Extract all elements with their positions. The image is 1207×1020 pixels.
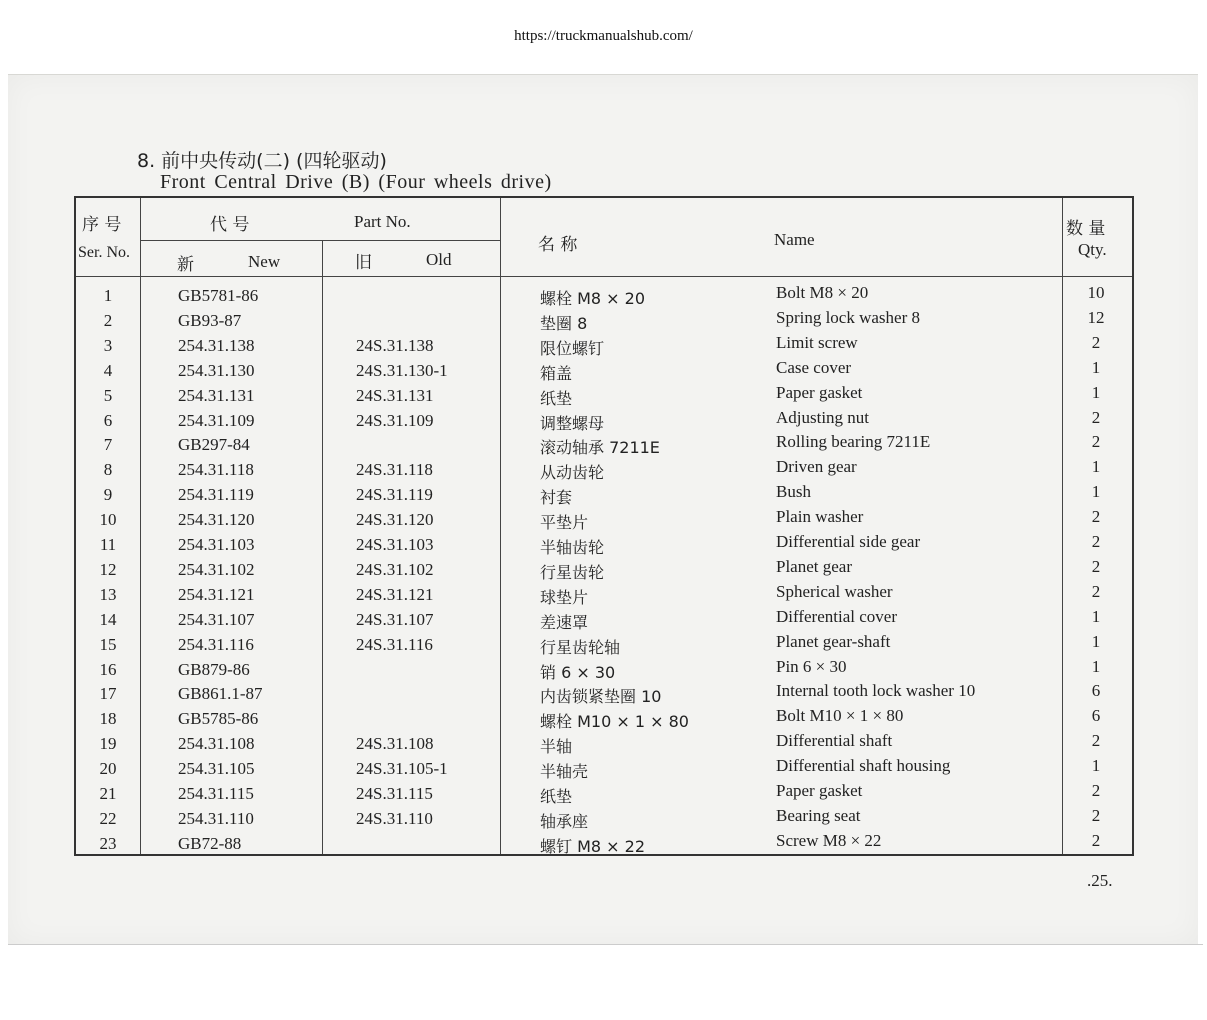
cell-part-new: 254.31.102 (178, 559, 255, 579)
cell-part-old: 24S.31.131 (356, 385, 434, 405)
cell-qty: 10 (1087, 283, 1105, 302)
cell-ser: 5 (103, 385, 113, 405)
cell-name-cn: 半轴齿轮 (540, 538, 605, 557)
cell-qty: 1 (1091, 656, 1101, 676)
header-name-cn: 名 称 (538, 235, 578, 255)
header-name-en: Name (774, 230, 815, 249)
cell-ser: 21 (99, 784, 117, 803)
cell-name-cn: 纸垫 (540, 388, 573, 408)
cell-name-en: Plain washer (776, 507, 864, 527)
cell-part-new: 254.31.105 (178, 759, 255, 779)
cell-ser: 16 (99, 659, 117, 679)
cell-part-new: 254.31.116 (178, 634, 254, 654)
cell-part-new: GB5781-86 (178, 286, 259, 305)
cell-name-cn: 球垫片 (540, 587, 589, 607)
cell-ser: 17 (99, 684, 117, 704)
col-divider (140, 198, 141, 854)
cell-name-cn: 半轴 (540, 737, 573, 757)
cell-qty: 2 (1091, 556, 1101, 576)
cell-name-cn: 螺栓 M8 × 20 (540, 289, 646, 308)
cell-name-en: Spherical washer (776, 581, 893, 601)
header-ser-en: Ser. No. (78, 244, 130, 261)
header-sub-divider (140, 240, 500, 241)
header-old-cn: 旧 (355, 253, 372, 273)
cell-part-old: 24S.31.118 (356, 460, 433, 480)
cell-part-new: 254.31.118 (178, 460, 254, 480)
cell-part-new: GB5785-86 (178, 709, 259, 729)
cell-part-new: 254.31.115 (178, 784, 254, 803)
cell-name-cn: 从动齿轮 (540, 463, 605, 483)
cell-name-en: Bush (776, 482, 811, 502)
cell-qty: 6 (1091, 681, 1101, 701)
cell-name-en: Bearing seat (776, 805, 861, 825)
cell-ser: 6 (103, 410, 113, 430)
cell-ser: 13 (99, 584, 117, 604)
cell-ser: 18 (99, 709, 117, 729)
col-divider (500, 198, 501, 854)
cell-name-cn: 滚动轴承 7211E (540, 438, 660, 458)
cell-part-old: 24S.31.121 (356, 584, 434, 604)
cell-ser: 14 (99, 609, 117, 629)
cell-name-cn: 垫圈 8 (540, 313, 588, 333)
cell-ser: 2 (103, 310, 113, 330)
cell-name-cn: 纸垫 (540, 787, 573, 806)
header-part-en: Part No. (354, 212, 411, 231)
cell-name-en: Differential cover (776, 606, 897, 626)
cell-name-cn: 限位螺钉 (540, 338, 605, 358)
cell-qty: 1 (1091, 357, 1101, 377)
cell-name-cn: 半轴壳 (540, 762, 589, 782)
cell-qty: 2 (1091, 731, 1101, 751)
cell-qty: 1 (1091, 457, 1101, 477)
cell-part-old: 24S.31.119 (356, 485, 433, 505)
cell-part-new: 254.31.103 (178, 535, 255, 554)
cell-qty: 2 (1091, 805, 1101, 825)
header-part-cn: 代 号 (210, 215, 250, 235)
cell-name-en: Planet gear-shaft (776, 631, 891, 651)
cell-name-en: Planet gear (776, 556, 852, 576)
cell-name-en: Differential shaft housing (776, 756, 951, 776)
cell-name-en: Pin 6 × 30 (776, 656, 847, 676)
cell-part-old: 24S.31.138 (356, 335, 434, 355)
cell-part-old: 24S.31.109 (356, 410, 434, 430)
cell-name-cn: 衬套 (540, 488, 573, 508)
header-old-en: Old (426, 250, 452, 269)
cell-qty: 12 (1087, 307, 1105, 327)
cell-qty: 6 (1091, 706, 1101, 726)
cell-qty: 1 (1091, 631, 1101, 651)
cell-name-cn: 箱盖 (540, 363, 573, 383)
section-title-cn: 8. 前中央传动(二) (四轮驱动) (137, 150, 387, 172)
cell-part-new: GB879-86 (178, 659, 250, 679)
cell-qty: 2 (1091, 581, 1101, 601)
cell-qty: 2 (1091, 407, 1101, 427)
cell-part-old: 24S.31.102 (356, 559, 434, 579)
cell-name-en: Rolling bearing 7211E (776, 432, 931, 452)
cell-ser: 19 (99, 734, 117, 754)
cell-name-en: Driven gear (776, 457, 857, 477)
cell-qty: 1 (1091, 482, 1101, 502)
cell-name-en: Paper gasket (776, 382, 863, 402)
source-url[interactable]: https://truckmanualshub.com/ (514, 28, 693, 44)
cell-name-cn: 轴承座 (540, 811, 589, 831)
cell-qty: 1 (1091, 606, 1101, 626)
cell-ser: 3 (103, 335, 113, 355)
cell-ser: 9 (103, 485, 113, 505)
cell-name-en: Bolt M8 × 20 (776, 283, 869, 302)
cell-ser: 1 (103, 286, 113, 305)
cell-name-en: Limit screw (776, 332, 858, 352)
cell-name-cn: 行星齿轮 (540, 562, 605, 582)
section-title-en: Front Central Drive (B) (Four wheels drive) (160, 171, 552, 193)
cell-part-old: 24S.31.105-1 (356, 759, 448, 779)
cell-ser: 15 (99, 634, 117, 654)
cell-part-new: 254.31.109 (178, 410, 255, 430)
cell-part-new: GB297-84 (178, 435, 250, 455)
header-qty-en: Qty. (1078, 240, 1107, 259)
cell-qty: 2 (1091, 830, 1101, 850)
header-ser-cn: 序 号 (82, 215, 122, 235)
cell-name-cn: 行星齿轮轴 (540, 637, 621, 657)
cell-name-en: Differential shaft (776, 731, 893, 751)
cell-part-old: 24S.31.103 (356, 535, 434, 554)
cell-part-new: 254.31.121 (178, 584, 255, 604)
page-number: .25. (1087, 871, 1113, 890)
cell-part-new: 254.31.120 (178, 510, 255, 530)
cell-part-new: 254.31.131 (178, 385, 255, 405)
cell-part-new: GB93-87 (178, 310, 242, 330)
cell-qty: 2 (1091, 532, 1101, 551)
cell-name-cn: 平垫片 (540, 513, 589, 533)
cell-part-old: 24S.31.115 (356, 784, 433, 803)
header-new-cn: 新 (177, 255, 194, 275)
cell-name-en: Adjusting nut (776, 407, 870, 427)
cell-part-old: 24S.31.116 (356, 634, 433, 654)
cell-ser: 20 (99, 759, 117, 779)
cell-name-cn: 调整螺母 (540, 413, 605, 433)
cell-part-new: 254.31.130 (178, 360, 255, 380)
cell-name-en: Bolt M10 × 1 × 80 (776, 706, 904, 726)
cell-part-new: 254.31.110 (178, 808, 254, 828)
cell-part-new: 254.31.119 (178, 485, 254, 505)
col-divider (322, 240, 323, 854)
cell-name-en: Differential side gear (776, 532, 921, 551)
cell-part-old: 24S.31.107 (356, 609, 434, 629)
cell-qty: 1 (1091, 382, 1101, 402)
cell-ser: 10 (99, 510, 117, 530)
cell-qty: 2 (1091, 432, 1101, 452)
header-qty-cn: 数 量 (1066, 219, 1106, 239)
cell-ser: 8 (103, 460, 113, 480)
cell-ser: 11 (99, 535, 117, 554)
cell-ser: 7 (103, 435, 113, 455)
cell-part-new: GB72-88 (178, 833, 242, 853)
cell-ser: 23 (99, 833, 117, 853)
cell-part-old: 24S.31.108 (356, 734, 434, 754)
cell-ser: 12 (99, 559, 117, 579)
cell-qty: 2 (1091, 332, 1101, 352)
col-divider (1062, 198, 1063, 854)
cell-qty: 1 (1091, 756, 1101, 776)
cell-name-en: Case cover (776, 357, 852, 377)
cell-part-old: 24S.31.120 (356, 510, 434, 530)
parts-table (74, 196, 1134, 856)
cell-qty: 2 (1091, 781, 1101, 800)
cell-name-cn: 销 6 × 30 (540, 662, 616, 682)
cell-part-old: 24S.31.130-1 (356, 360, 448, 380)
cell-name-cn: 内齿锁紧垫圈 10 (540, 687, 662, 707)
cell-part-old: 24S.31.110 (356, 808, 433, 828)
cell-part-new: 254.31.107 (178, 609, 255, 629)
cell-name-en: Internal tooth lock washer 10 (776, 681, 976, 701)
cell-qty: 2 (1091, 507, 1101, 527)
cell-ser: 22 (99, 808, 117, 828)
cell-part-new: 254.31.138 (178, 335, 255, 355)
header-divider (76, 276, 1132, 277)
cell-ser: 4 (103, 360, 113, 380)
cell-name-cn: 差速罩 (540, 612, 589, 632)
header-new-en: New (248, 252, 281, 271)
cell-name-en: Spring lock washer 8 (776, 307, 921, 327)
cell-part-new: GB861.1-87 (178, 684, 263, 704)
cell-name-cn: 螺栓 M10 × 1 × 80 (540, 712, 689, 732)
cell-name-en: Paper gasket (776, 781, 863, 800)
cell-part-new: 254.31.108 (178, 734, 255, 754)
cell-name-cn: 螺钉 M8 × 22 (540, 836, 646, 856)
cell-name-en: Screw M8 × 22 (776, 830, 882, 850)
page-edge (8, 944, 1203, 945)
